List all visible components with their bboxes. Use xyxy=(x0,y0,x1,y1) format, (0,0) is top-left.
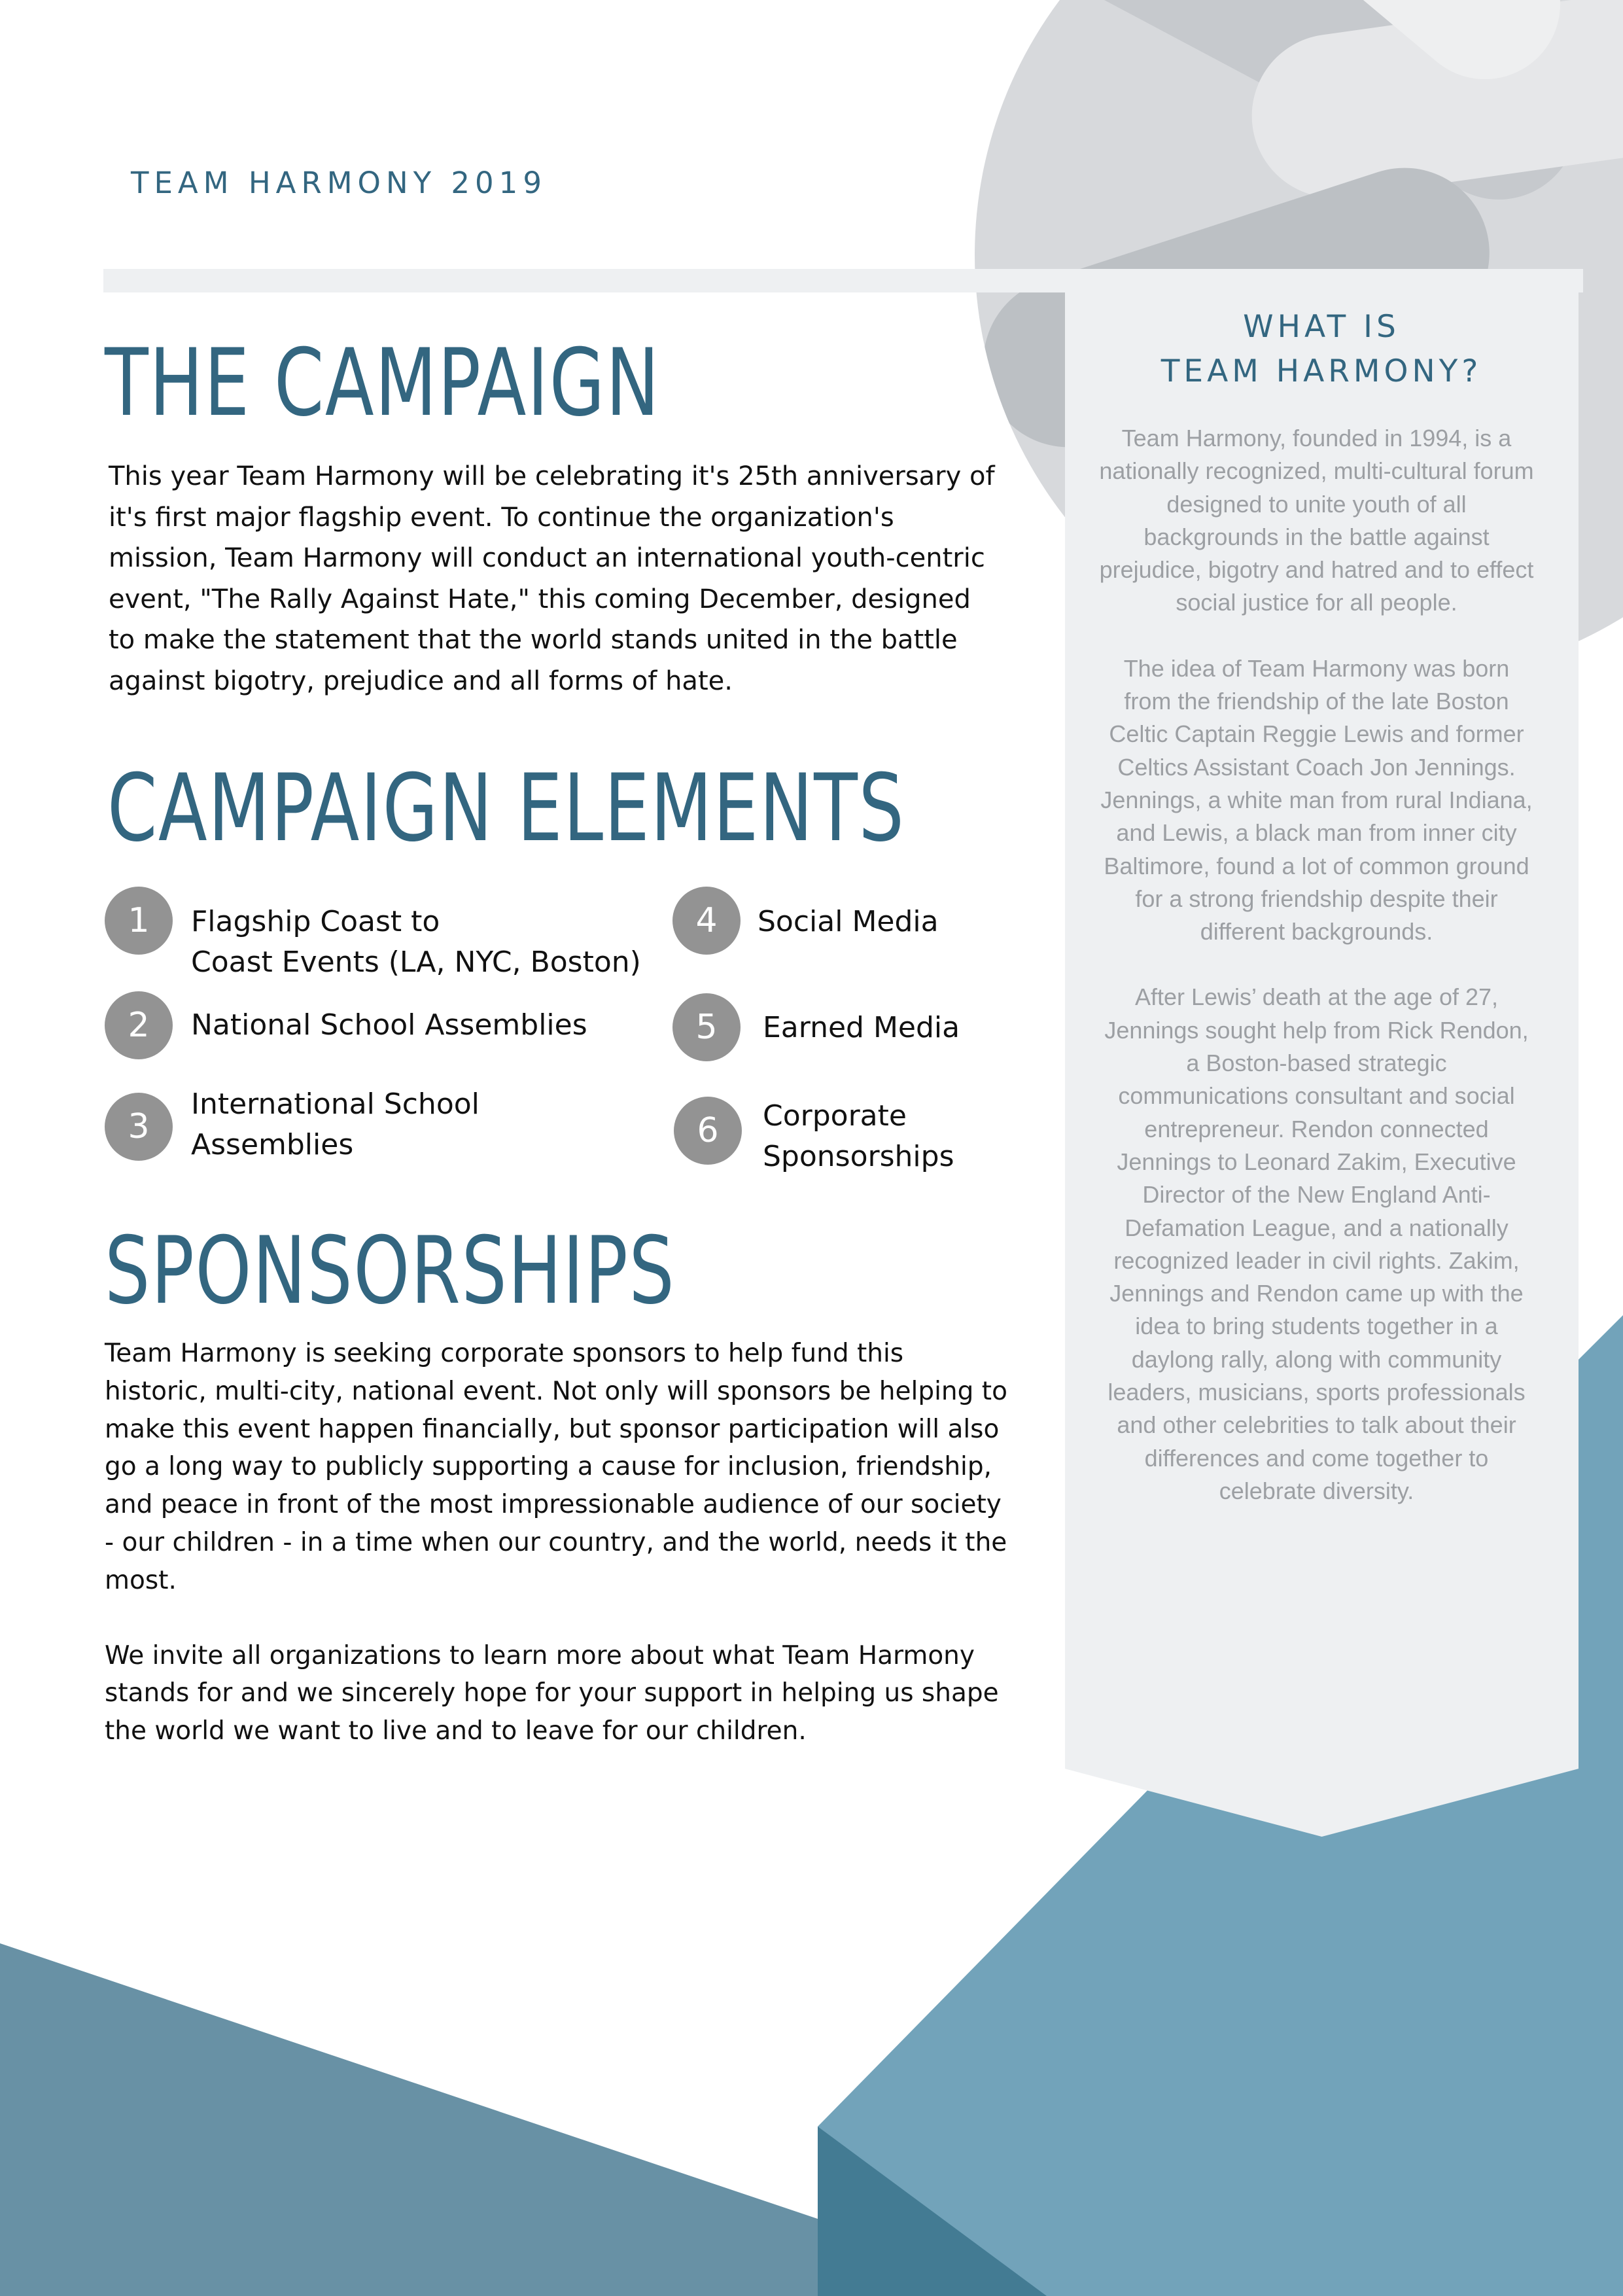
sidebar-title xyxy=(1086,305,1557,394)
element-label xyxy=(763,1008,960,1048)
header-divider xyxy=(103,269,1583,292)
element-label-line: Sponsorships xyxy=(763,1140,954,1173)
element-label-line: Earned Media xyxy=(763,1011,960,1044)
sidebar-title-line1: WHAT IS xyxy=(1243,309,1400,345)
element-label-line: Corporate xyxy=(763,1099,907,1133)
element-label-line: International School xyxy=(191,1087,480,1121)
number-badge: 1 xyxy=(105,887,173,955)
campaign-elements-heading: CAMPAIGN ELEMENTS xyxy=(107,754,905,862)
sidebar-text xyxy=(1099,422,1534,1540)
sponsorships-paragraph: We invite all organizations to learn more about what Team Harmony stands for and we sincerely hope for your support in helping us shape the world we want to live and to leave for our children. xyxy=(105,1640,999,1746)
page-header-title: TEAM HARMONY 2019 xyxy=(131,166,547,200)
sidebar-paragraph: Team Harmony, founded in 1994, is a nationally recognized, multi-cultural forum designed to unite youth of all backgrounds in the battle against prejudice, bigotry and hatred and to effect social justice for all people. xyxy=(1099,425,1534,616)
element-label xyxy=(758,902,939,942)
sponsorships-text xyxy=(105,1335,1007,1788)
sponsorships-paragraph: Team Harmony is seeking corporate sponsors to help fund this historic, multi-city, national event. Not only will sponsors be helping to make this event happen financially, but sponsor participation will also go a long way to publicly supporting a cause for inclusion, friendship, and peace in front of the most impressionable audience of our society - our children - in a time when our country, and the world, needs it the most. xyxy=(105,1339,1007,1595)
element-label-line: Coast Events (LA, NYC, Boston) xyxy=(191,945,641,979)
element-label-line: Assemblies xyxy=(191,1128,354,1161)
element-label xyxy=(191,1084,480,1165)
sponsorships-heading: SPONSORSHIPS xyxy=(105,1217,676,1325)
element-label-line: National School Assemblies xyxy=(191,1008,587,1042)
number-badge: 6 xyxy=(674,1097,742,1165)
element-label xyxy=(191,902,641,983)
number-badge: 3 xyxy=(105,1093,173,1161)
sidebar-paragraph: The idea of Team Harmony was born from the friendship of the late Boston Celtic Captain Reggie Lewis and former Celtics Assistant Coach Jon Jennings. Jennings, a white man from rural Indiana, and Lewis, a black man from inner city Baltimore, found a lot of common ground for a strong friendship despite their different backgrounds. xyxy=(1100,654,1533,945)
campaign-text: This year Team Harmony will be celebrating it's 25th anniversary of it's first major flagship event. To continue the organization's mission, Team Harmony will conduct an international youth-centric event, "The Rally Against Hate," this coming December, designed to make the statement that the world stands united in the battle against bigotry, prejudice and all forms of hate. xyxy=(109,461,995,696)
sidebar-paragraph: After Lewis’ death at the age of 27, Jennings sought help from Rick Rendon, a Boston-based strategic communications consultant and social entrepreneur. Rendon connected Jennings to Leonard Zakim, Executive Director of the New England Anti-Defamation League, and a nationally recognized leader in civil rights. Zakim, Jennings and Rendon came up with the idea to bring students together in a daylong rally, along with community leaders, musicians, sports professionals and other celebrities to talk about their differences and come together to celebrate diversity. xyxy=(1104,983,1529,1504)
number-badge: 5 xyxy=(672,993,741,1061)
element-label xyxy=(763,1096,954,1177)
number-badge: 4 xyxy=(672,887,741,955)
sidebar-title-line2: TEAM HARMONY? xyxy=(1161,353,1482,389)
element-label xyxy=(191,1005,587,1046)
element-label-line: Social Media xyxy=(758,905,939,938)
element-label-line: Flagship Coast to xyxy=(191,905,440,938)
number-badge: 2 xyxy=(105,991,173,1059)
campaign-heading: THE CAMPAIGN xyxy=(105,329,661,437)
